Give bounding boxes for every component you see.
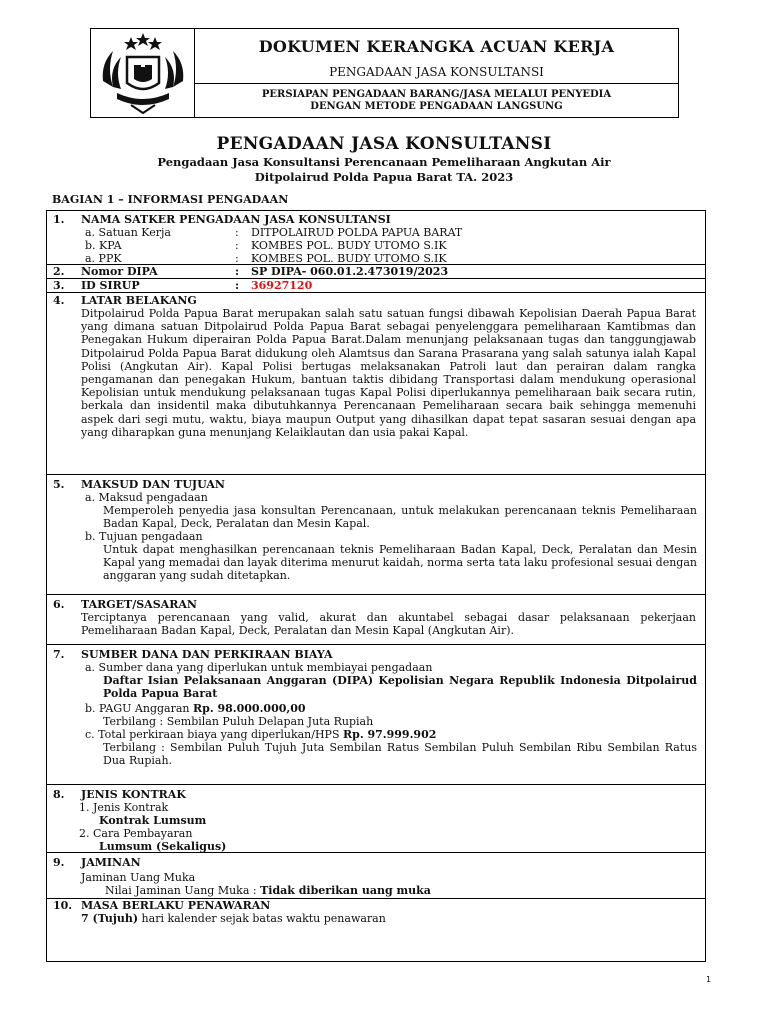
row-title: SUMBER DANA DAN PERKIRAAN BIAYA [81,648,333,661]
row-latar-belakang [47,293,705,475]
header-text-area [195,29,678,117]
masa-berlaku-line [81,912,386,925]
masa-berlaku-days: 7 (Tujuh) [81,912,139,925]
pagu-terbilang: Terbilang : Sembilan Puluh Delapan Juta Rupiah [103,715,374,728]
field-value: KOMBES POL. BUDY UTOMO S.IK [251,252,447,265]
row-title: MASA BERLAKU PENAWARAN [81,899,271,912]
doc-subtitle-1: Pengadaan Jasa Konsultansi Perencanaan Pemeliharaan Angkutan Air [157,155,611,169]
pagu-line [85,702,306,715]
jaminan-nilai-value: Tidak diberikan uang muka [260,884,431,897]
row-number: 9. [53,856,65,869]
header-method-line2: DENGAN METODE PENGADAAN LANGSUNG [310,101,563,112]
row-target [47,595,705,645]
row-number: 2. [53,265,65,278]
header-divider [195,83,678,84]
jenis-kontrak-value: Kontrak Lumsum [99,814,207,827]
cara-pembayaran-value: Lumsum (Sekaligus) [99,840,227,853]
maksud-text: Memperoleh penyedia jasa konsultan Perencanaan, untuk melakukan perencanaan teknis Pemeliharaan Badan Kapal, Deck, Peralatan dan Mesin Kapal. [103,504,697,531]
police-emblem-icon [91,29,195,117]
field-value: KOMBES POL. BUDY UTOMO S.IK [251,239,447,252]
field-label: b. KPA [85,239,122,252]
tujuan-label: b. Tujuan pengadaan [85,530,203,543]
row-number: 1. [53,213,65,226]
row-title: MAKSUD DAN TUJUAN [81,478,225,491]
field-separator: : [235,226,239,239]
row-jaminan [47,853,705,899]
doc-title: PENGADAAN JASA KONSULTANSI [216,134,552,154]
row-title: JENIS KONTRAK [81,788,186,801]
field-separator: : [235,239,239,252]
header-title: DOKUMEN KERANGKA ACUAN KERJA [258,37,615,56]
jaminan-line [105,884,431,897]
police-emblem-logo [91,29,195,117]
row-number: 10. [53,899,73,912]
row-masa-berlaku [47,899,705,961]
row-number: 4. [53,294,65,307]
hps-line [85,728,436,741]
jaminan-label: Jaminan Uang Muka [81,871,196,884]
row-number: 8. [53,788,65,801]
target-text: Terciptanya perencanaan yang valid, akurat dan akuntabel sebagai dasar pelaksanaan pekerjaan Pemeliharaan Badan Kapal, Deck, Peralatan dan Mesin Kapal (Angkutan Air). [81,611,696,638]
sumber-dana-value: Daftar Isian Pelaksanaan Anggaran (DIPA) Kepolisian Negara Republik Indonesia Ditpolairud Polda Papua Barat [103,674,697,701]
jaminan-nilai-label: Nilai Jaminan Uang Muka : [105,884,257,897]
sirup-id: 36927120 [251,279,313,292]
row-title: ID SIRUP [81,279,140,292]
maksud-label: a. Maksud pengadaan [85,491,208,504]
page-number: 1 [706,975,712,984]
header-method [195,89,678,113]
row-dipa [47,265,705,279]
field-separator: : [235,252,239,265]
row-number: 3. [53,279,65,292]
hps-label: c. Total perkiraan biaya yang diperlukan/HPS [85,728,340,741]
header-method-line1: PERSIAPAN PENGADAAN BARANG/JASA MELALUI PENYEDIA [261,89,612,100]
row-number: 6. [53,598,65,611]
sumber-dana-label: a. Sumber dana yang diperlukan untuk membiayai pengadaan [85,661,433,674]
doc-subtitle-2: Ditpolairud Polda Papua Barat TA. 2023 [254,170,514,184]
info-table [46,210,706,962]
row-title: Nomor DIPA [81,265,158,278]
hps-terbilang: Terbilang : Sembilan Puluh Tujuh Juta Sembilan Ratus Sembilan Puluh Sembilan Ribu Sembilan Ratus Dua Rupiah. [103,741,697,768]
cara-pembayaran-label: 2. Cara Pembayaran [79,827,193,840]
row-title: LATAR BELAKANG [81,294,197,307]
header-subtitle: PENGADAAN JASA KONSULTANSI [329,65,544,79]
row-number: 7. [53,648,65,661]
field-label: a. Satuan Kerja [85,226,171,239]
document-header [90,28,679,118]
tujuan-text: Untuk dapat menghasilkan perencanaan teknis Pemeliharaan Badan Kapal, Deck, Peralatan dan Mesin Kapal yang memadai dan layak diterima menurut kaidah, norma serta tata laku profesional sesuai dengan anggaran yang sudah ditetapkan. [103,543,697,583]
section-heading: BAGIAN 1 – INFORMASI PENGADAAN [52,193,289,206]
row-sumber-dana [47,645,705,785]
row-jenis-kontrak [47,785,705,853]
dipa-number: SP DIPA- 060.01.2.473019/2023 [251,265,449,278]
field-separator: : [235,279,240,292]
row-title: NAMA SATKER PENGADAAN JASA KONSULTANSI [81,213,391,226]
row-number: 5. [53,478,65,491]
row-maksud-tujuan [47,475,705,595]
latar-belakang-text: Ditpolairud Polda Papua Barat merupakan salah satu satuan fungsi dibawah Kepolisian Daerah Papua Barat yang dimana satuan Ditpolairud Polda Papua Barat sebagai penyelenggara pemeliharaan Kamtibmas dan Penegakan Hukum diperairan Polda Papua Barat.Dalam menunjang pelaksanaan tugas dan tanggungjawab Ditpolairud Polda Papua Barat didukung oleh Alamtsus dan Sarana Prasarana yang salah satunya ialah Kapal Polisi (Angkutan Air). Kapal Polisi bertugas melaksanakan Patroli laut dan perairan dalam rangka pengamanan dan penegakan Hukum, bantuan taktis dibidang Transportasi dalam mendukung operasional Kepolisian untuk mendukung pelaksanaan tugas Kapal Polisi diperlukannya pemeliharaan baik secara rutin, berkala dan insidentil maka dibutuhkannya Perencanaan Pemeliharaan secara baik sehingga memenuhi aspek dari segi mutu, waktu, biaya maupun Output yang dihasilkan dapat tepat sasaran sesuai dengan apa yang diharapkan guna menunjang Kelaiklautan dan usia pakai Kapal. [81,307,696,439]
field-separator: : [235,265,240,278]
pagu-label: b. PAGU Anggaran [85,702,190,715]
jenis-kontrak-label: 1. Jenis Kontrak [79,801,169,814]
pagu-value: Rp. 98.000.000,00 [193,702,306,715]
row-sirup [47,279,705,293]
hps-value: Rp. 97.999.902 [343,728,437,741]
row-title: JAMINAN [81,856,141,869]
masa-berlaku-text: hari kalender sejak batas waktu penawaran [141,912,386,925]
field-label: a. PPK [85,252,122,265]
row-satker [47,211,705,265]
row-title: TARGET/SASARAN [81,598,197,611]
field-value: DITPOLAIRUD POLDA PAPUA BARAT [251,226,463,239]
